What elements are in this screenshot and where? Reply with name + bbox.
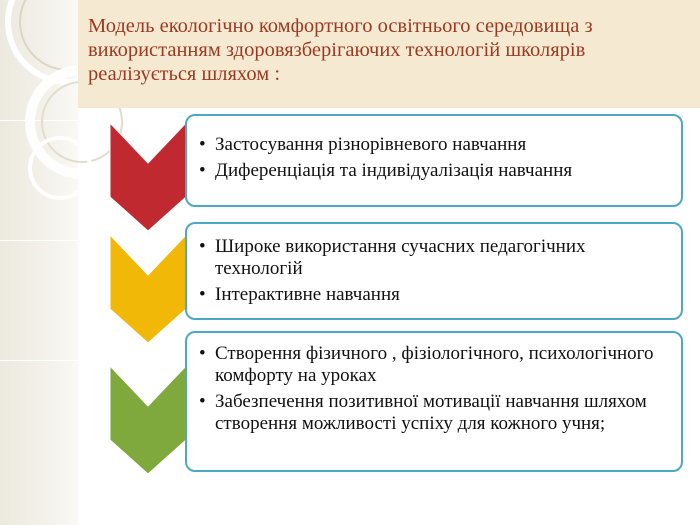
list-item: • Створення фізичного , фізіологічного, психологічного комфорту на уроках — [197, 343, 675, 387]
list-item: • Диференціація та індивідуалізація навчання — [197, 160, 671, 182]
chevron-step-1 — [108, 121, 188, 233]
list-item: • Широке використання сучасних педагогічних технологій — [197, 236, 675, 280]
step-1-list — [197, 134, 671, 182]
step-1-box — [185, 114, 683, 207]
chevron-shape-2 — [110, 235, 186, 343]
page-title: Модель екологічно комфортного освітнього середовища з використанням здоровязберігаючих технологій школярів реалізується шляхом : — [88, 15, 593, 85]
chevron-step-3 — [108, 364, 188, 476]
step-2-list — [197, 236, 675, 306]
list-item: • Інтерактивне навчання — [197, 284, 675, 306]
step-3-box — [185, 331, 683, 472]
chevron-step-2 — [108, 233, 188, 345]
step-2-box — [185, 222, 683, 320]
list-item: • Застосування різнорівневого навчання — [197, 134, 671, 156]
step-3-list — [197, 343, 675, 435]
chevron-shape-3 — [110, 366, 186, 474]
list-item: • Забезпечення позитивної мотивації навчання шляхом створення можливості успіху для кожного учня; — [197, 391, 675, 435]
chevron-shape-1 — [110, 123, 186, 231]
